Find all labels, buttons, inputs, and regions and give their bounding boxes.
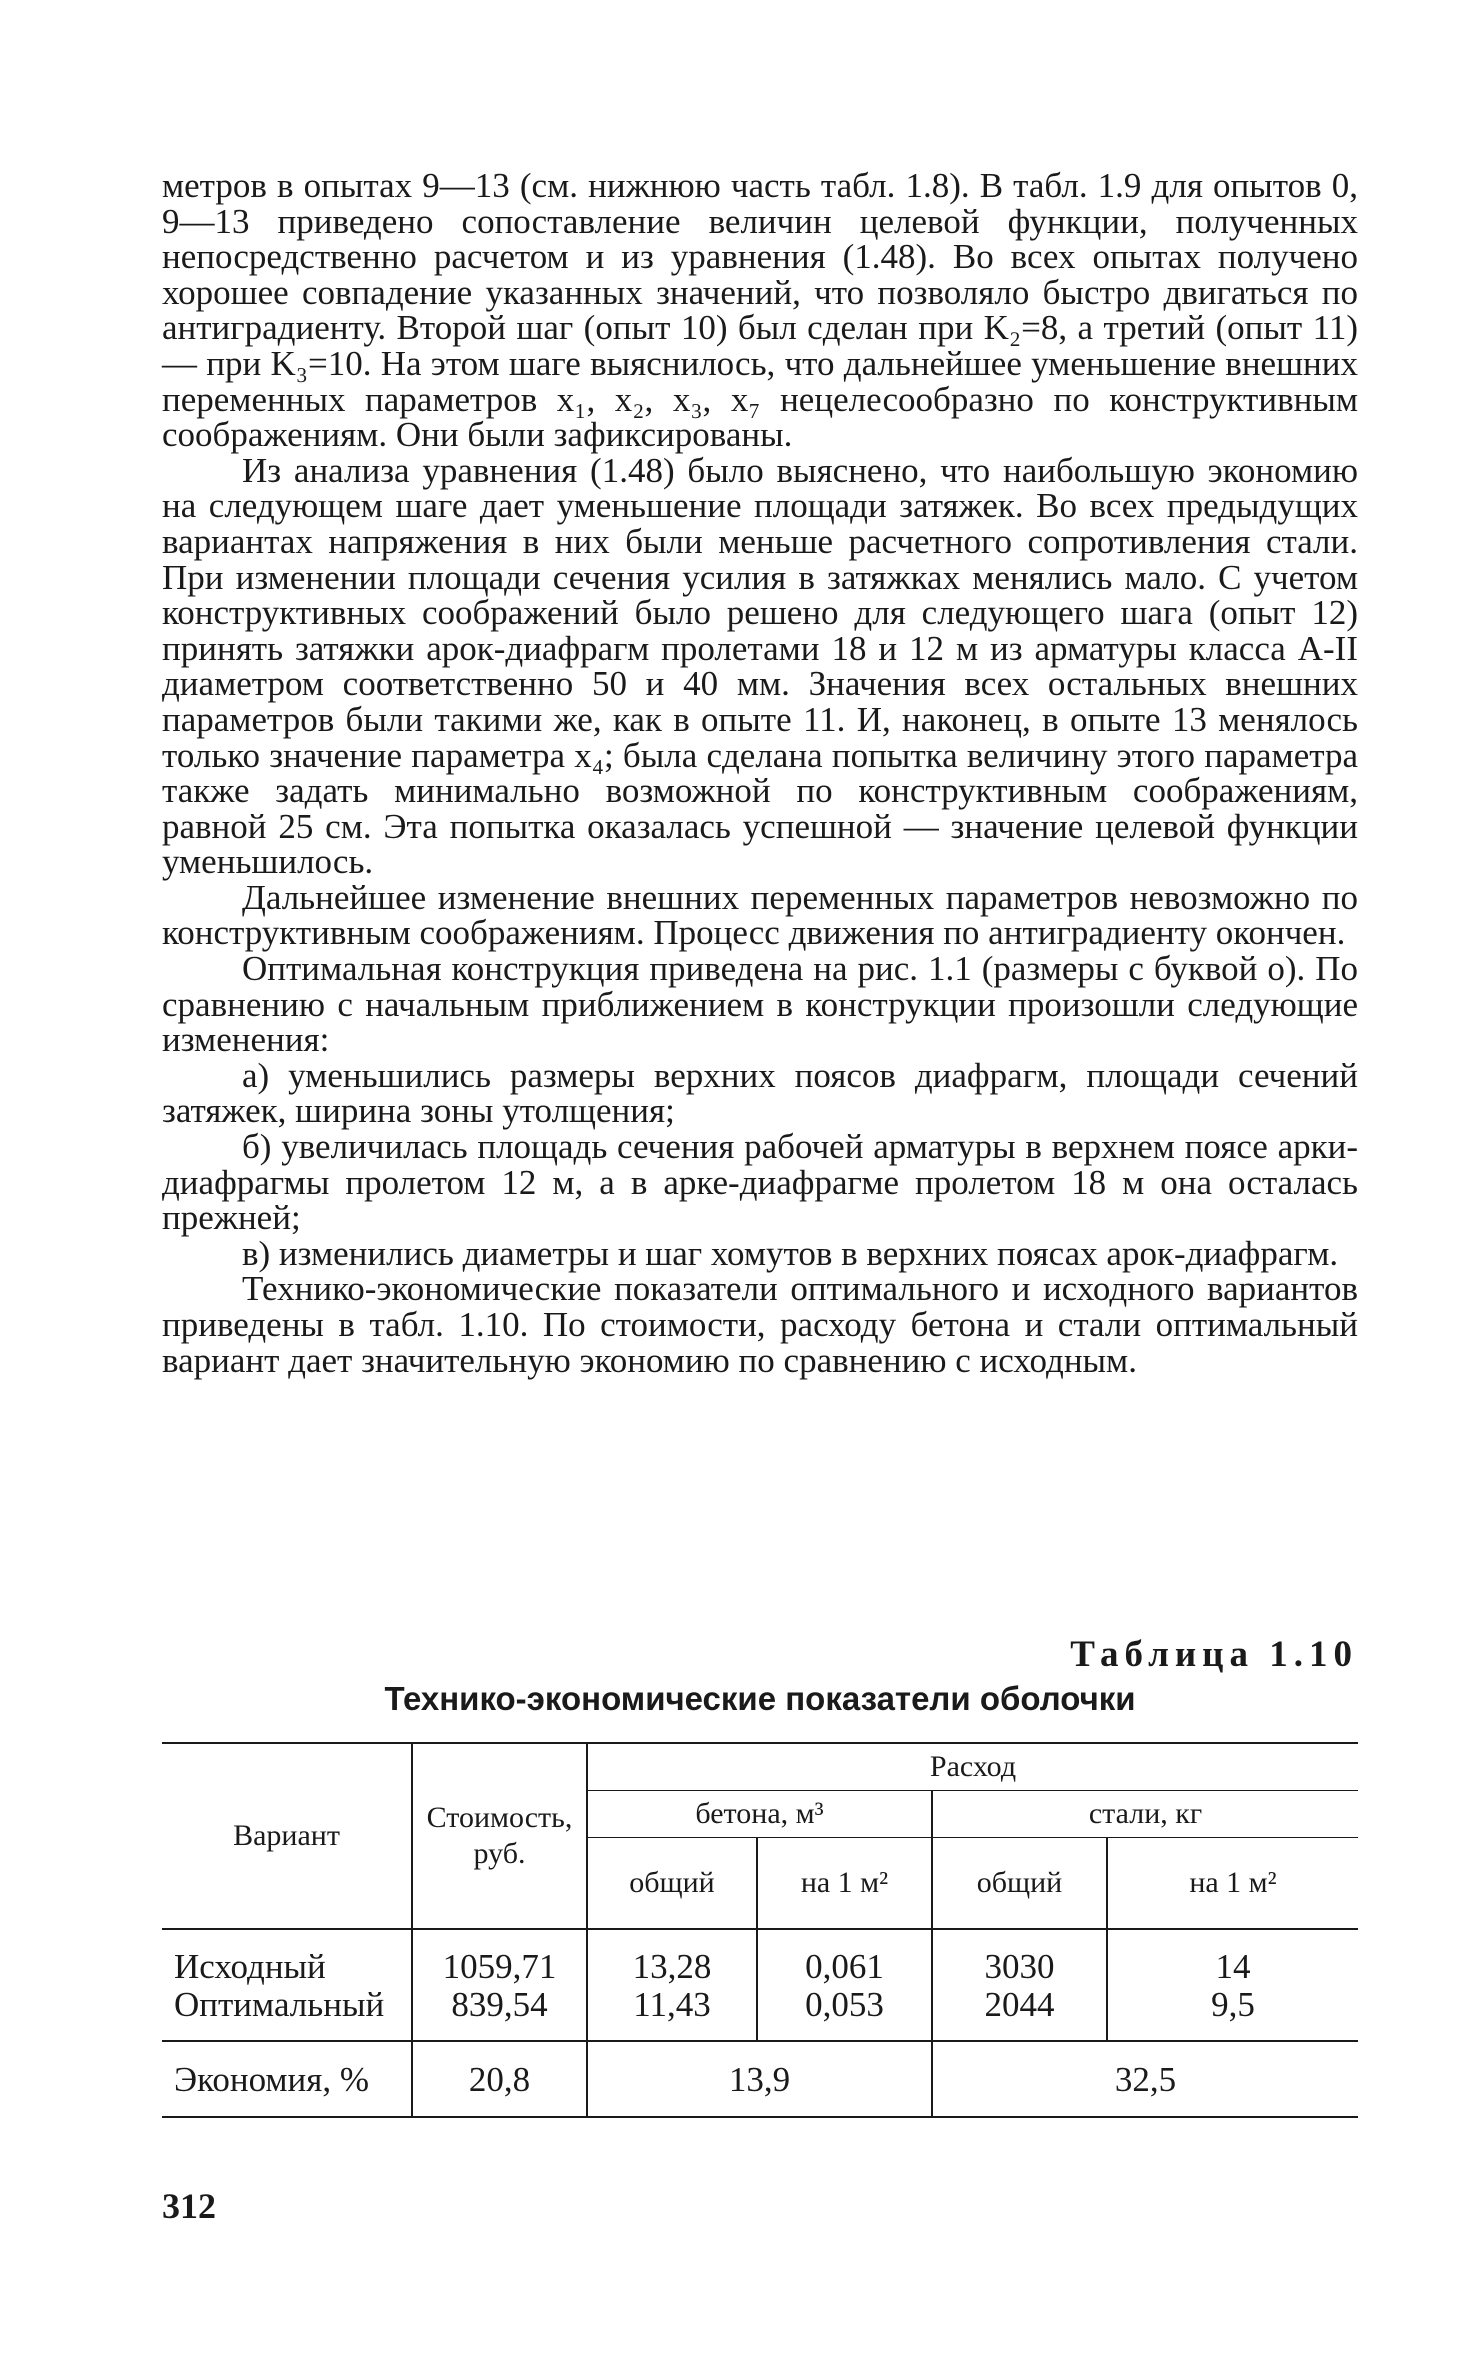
paragraph-1: метров в опытах 9—13 (см. нижнюю часть табл. 1.8). В табл. 1.9 для опытов 0, 9—13 приведено сопоставление величин целевой функции, полученных непосредственно расчетом и из уравнения (1.48). Во всех опытах получено хорошее совпадение указанных значений, что позволяло быстро двигаться по антиградиенту. Второй шаг (опыт 10) был сделан при K₂=8, а третий (опыт 11) — при K₃=10. На этом шаге выяснилось, что дальнейшее уменьшение внешних переменных параметров x₁, x₂, x₃, x₇ нецелесообразно по конструктивным соображениям. Они были зафиксированы.: [162, 166, 1358, 455]
body-text: [162, 168, 1358, 1378]
header-steel-total: общий: [932, 1838, 1107, 1930]
economy-steel: 32,5: [932, 2041, 1358, 2117]
cell-steel-total: 3030: [932, 1929, 1107, 1986]
list-item-a: а) уменьшились размеры верхних поясов диафрагм, площади сечений затяжек, ширина зоны утолщения;: [162, 1055, 1358, 1131]
cell-concrete-per-m2: 0,053: [757, 1986, 932, 2041]
header-consumption: Расход: [587, 1743, 1358, 1791]
economy-row: [162, 2041, 1358, 2117]
cell-concrete-total: 11,43: [587, 1986, 757, 2041]
header-cost: Стоимость, руб.: [412, 1743, 587, 1929]
cell-cost: 839,54: [412, 1986, 587, 2041]
header-steel-per-m2: на 1 м²: [1107, 1838, 1358, 1930]
cell-variant: Исходный: [174, 1947, 326, 1986]
paragraph-4: Оптимальная конструкция приведена на рис. 1.1 (размеры с буквой о). По сравнению с начальным приближением в конструкции произошли следующие изменения:: [162, 949, 1358, 1060]
cell-variant: Оптимальный: [174, 1985, 385, 2024]
paragraph-2: Из анализа уравнения (1.48) было выяснено, что наибольшую экономию на следующем шаге дает уменьшение площади затяжек. Во всех предыдущих вариантах напряжения в них были меньше расчетного сопротивления стали. При изменении площади сечения усилия в затяжках менялись мало. С учетом конструктивных соображений было решено для следующего шага (опыт 12) принять затяжки арок-диафрагм пролетами 18 и 12 м из арматуры класса A-II диаметром соответственно 50 и 40 мм. Значения всех остальных внешних параметров были такими же, как в опыте 11. И, наконец, в опыте 13 менялось только значение параметра x₄; была сделана попытка величину этого параметра также задать минимально возможной по конструктивным соображениям, равной 25 см. Эта попытка оказалась успешной — значение целевой функции уменьшилось.: [162, 450, 1358, 882]
header-concrete-total: общий: [587, 1838, 757, 1930]
table-title: Технико-экономические показатели оболочки: [384, 1680, 1136, 1717]
economy-cost: 20,8: [412, 2041, 587, 2117]
table-number: Таблица 1.10: [1070, 1634, 1358, 1675]
paragraph-3: Дальнейшее изменение внешних переменных параметров невозможно по конструктивным соображениям. Процесс движения по антиградиенту окончен.: [162, 877, 1358, 953]
cell-steel-total: 2044: [932, 1986, 1107, 2041]
cell-steel-per-m2: 9,5: [1107, 1986, 1358, 2041]
table-container: [162, 1742, 1358, 2118]
table-row: [162, 1986, 1358, 2041]
cell-concrete-total: 13,28: [587, 1929, 757, 1986]
economy-concrete: 13,9: [587, 2041, 932, 2117]
cell-steel-per-m2: 14: [1107, 1929, 1358, 1986]
list-item-b: б) увеличилась площадь сечения рабочей арматуры в верхнем поясе арки-диафрагмы пролетом 12 м, а в арке-диафрагме пролетом 18 м она осталась прежней;: [162, 1127, 1358, 1238]
header-concrete-per-m2: на 1 м²: [757, 1838, 932, 1930]
paragraph-5: Технико-экономические показатели оптимального и исходного вариантов приведены в табл. 1.10. По стоимости, расходу бетона и стали оптимальный вариант дает значительную экономию по сравнению с исходным.: [162, 1269, 1358, 1380]
table-row: [162, 1929, 1358, 1986]
header-concrete: бетона, м³: [587, 1791, 932, 1838]
header-variant: Вариант: [162, 1743, 412, 1929]
page-number: 312: [162, 2186, 216, 2226]
economics-table: [162, 1742, 1358, 2118]
cell-cost: 1059,71: [412, 1929, 587, 1986]
economy-label: Экономия, %: [174, 2060, 370, 2099]
list-item-c: в) изменились диаметры и шаг хомутов в верхних поясах арок-диафрагм.: [242, 1233, 1339, 1273]
header-steel: стали, кг: [932, 1791, 1358, 1838]
cell-concrete-per-m2: 0,061: [757, 1929, 932, 1986]
